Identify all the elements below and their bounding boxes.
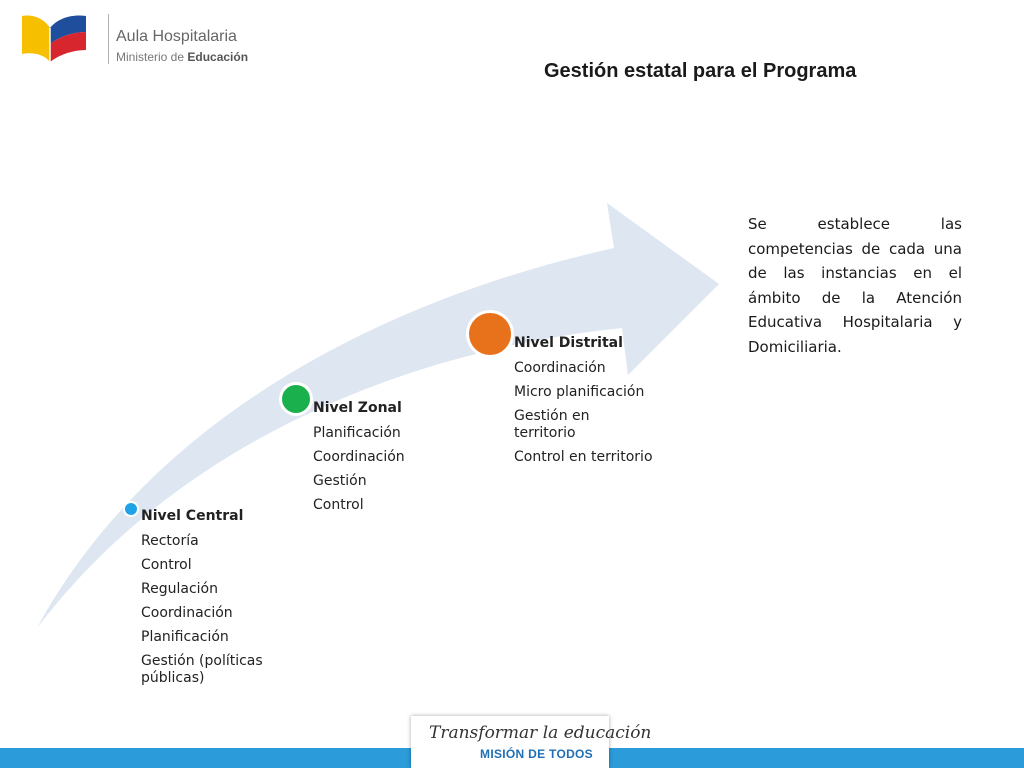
level-item: Control xyxy=(313,497,364,513)
slogan-line1: Transformar la educación xyxy=(429,723,652,743)
level-distrital-dot xyxy=(466,310,514,358)
logo-subtitle-prefix: Ministerio de xyxy=(116,50,188,64)
level-item: Gestión en territorio xyxy=(514,408,590,441)
level-item: Regulación xyxy=(141,581,218,597)
level-item: Planificación xyxy=(141,629,229,645)
level-central-dot xyxy=(123,501,139,517)
level-zonal xyxy=(313,400,453,521)
level-central xyxy=(141,508,281,694)
level-zonal-dot xyxy=(279,382,313,416)
level-item: Coordinación xyxy=(514,360,606,376)
level-item: Coordinación xyxy=(141,605,233,621)
level-item: Micro planificación xyxy=(514,384,645,400)
level-item: Rectoría xyxy=(141,533,199,549)
level-item: Coordinación xyxy=(313,449,405,465)
level-item: Control en territorio xyxy=(514,449,653,465)
slogan-line2: MISIÓN DE TODOS xyxy=(480,747,593,761)
level-item: Gestión xyxy=(313,473,367,489)
level-title: Nivel Central xyxy=(141,508,244,524)
level-title: Nivel Distrital xyxy=(514,335,623,351)
level-item: Control xyxy=(141,557,192,573)
level-title: Nivel Zonal xyxy=(313,400,402,416)
slogan-box xyxy=(411,716,652,768)
logo-subtitle-bold: Educación xyxy=(187,50,249,64)
logo-title: Aula Hospitalaria xyxy=(116,28,237,45)
description-text: Se establece las competencias de cada una de las instancias en el ámbito de la Atención Educativa Hospitalaria y Domiciliaria. xyxy=(748,215,962,356)
level-item: Gestión (políticas públicas) xyxy=(141,653,263,686)
level-distrital xyxy=(514,335,684,473)
page-title: Gestión estatal para el Programa xyxy=(544,60,857,82)
level-item: Planificación xyxy=(313,425,401,441)
